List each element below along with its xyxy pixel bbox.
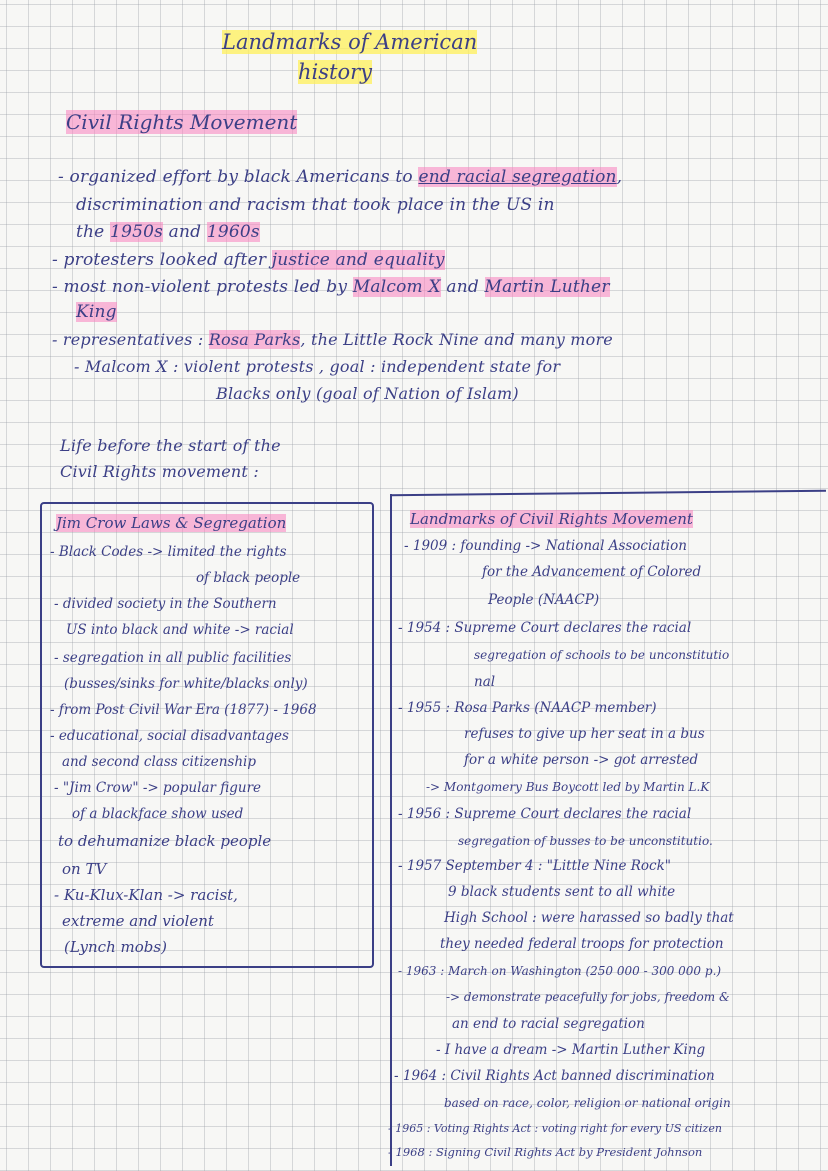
intro-line-2: discrimination and racism that took place in the US in (76, 195, 555, 215)
left-line: to dehumanize black people (58, 832, 272, 850)
left-line: - "Jim Crow" -> popular figure (54, 780, 262, 796)
right-line: they needed federal troops for protection (440, 936, 724, 952)
left-line: on TV (62, 860, 107, 878)
right-line: for a white person -> got arrested (464, 752, 699, 768)
left-line: - Black Codes -> limited the rights (50, 544, 287, 560)
life-before-line-1: Life before the start of the (60, 436, 281, 455)
left-line: - from Post Civil War Era (1877) - 1968 (50, 702, 317, 718)
right-line: nal (474, 674, 496, 690)
left-line: - divided society in the Southern (54, 596, 277, 612)
intro-line-5: - most non-violent protests led by Malcom X and Martin Luther (52, 277, 610, 297)
right-line: for the Advancement of Colored (482, 564, 702, 580)
right-line: segregation of busses to be unconstitutio. (458, 834, 713, 848)
right-line: - 1957 September 4 : "Little Nine Rock" (398, 858, 671, 874)
right-line: - I have a dream -> Martin Luther King (436, 1042, 706, 1058)
intro-line-6: King (76, 302, 117, 322)
right-line: - 1956 : Supreme Court declares the racial (398, 806, 692, 822)
left-line: - Ku-Klux-Klan -> racist, (54, 886, 238, 904)
right-line: High School : were harassed so badly that (444, 910, 734, 926)
left-line: - educational, social disadvantages (50, 728, 289, 744)
page-title-line2: history (298, 60, 373, 84)
landmarks-heading: Landmarks of Civil Rights Movement (410, 510, 693, 528)
landmarks-box-top-rule (390, 490, 826, 497)
left-line: (busses/sinks for white/blacks only) (64, 676, 308, 692)
intro-line-1: - organized effort by black Americans to end racial segregation, (58, 167, 623, 187)
left-line: of a blackface show used (72, 806, 244, 822)
right-line: - 1965 : Voting Rights Act : voting right for every US citizen (388, 1122, 722, 1135)
right-line: - 1968 : Signing Civil Rights Act by President Johnson (388, 1145, 703, 1159)
intro-line-3: the 1950s and 1960s (76, 222, 260, 242)
left-line: - segregation in all public facilities (54, 650, 292, 666)
right-line: People (NAACP) (488, 592, 600, 608)
page-title-line1: Landmarks of American (222, 30, 478, 54)
right-line: - 1954 : Supreme Court declares the racial (398, 620, 692, 636)
right-line: based on race, color, religion or national origin (444, 1096, 731, 1110)
right-line: -> Montgomery Bus Boycott led by Martin L.K (426, 780, 710, 794)
right-line: - 1909 : founding -> National Association (404, 538, 687, 554)
intro-line-9: Blacks only (goal of Nation of Islam) (216, 384, 519, 403)
right-line: refuses to give up her seat in a bus (464, 726, 705, 742)
section-heading: Civil Rights Movement (66, 110, 298, 134)
intro-line-4: - protesters looked after justice and equality (52, 250, 445, 270)
intro-line-8: - Malcom X : violent protests , goal : independent state for (74, 357, 561, 376)
landmarks-box-left-rule (390, 494, 392, 1166)
left-line: extreme and violent (62, 912, 214, 930)
life-before-line-2: Civil Rights movement : (60, 462, 259, 481)
jim-crow-heading: Jim Crow Laws & Segregation (56, 514, 287, 532)
right-line: - 1964 : Civil Rights Act banned discrimination (394, 1068, 715, 1084)
left-line: US into black and white -> racial (66, 622, 294, 638)
left-line: of black people (196, 570, 301, 586)
right-line: - 1955 : Rosa Parks (NAACP member) (398, 700, 657, 716)
right-line: -> demonstrate peacefully for jobs, freedom & (446, 990, 730, 1004)
left-line: (Lynch mobs) (64, 938, 167, 956)
right-line: segregation of schools to be unconstitutio (474, 648, 730, 662)
intro-line-7: - representatives : Rosa Parks, the Little Rock Nine and many more (52, 330, 613, 349)
right-line: 9 black students sent to all white (448, 884, 676, 900)
right-line: an end to racial segregation (452, 1016, 645, 1032)
left-line: and second class citizenship (62, 754, 256, 770)
right-line: - 1963 : March on Washington (250 000 - 300 000 p.) (398, 964, 722, 978)
